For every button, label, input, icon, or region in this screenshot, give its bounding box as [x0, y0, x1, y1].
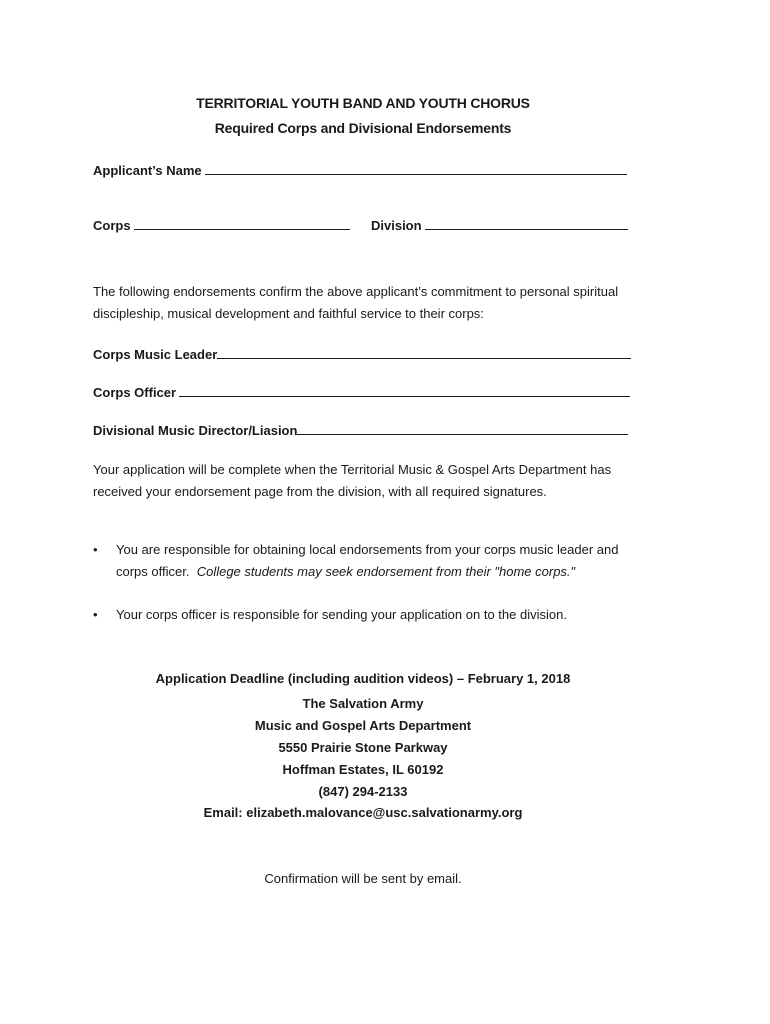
document-subtitle: Required Corps and Divisional Endorsements [214, 120, 512, 136]
corps-officer-label: Corps Officer [93, 385, 177, 400]
corps-music-leader-line[interactable] [217, 346, 631, 359]
divisional-director-field [93, 422, 628, 438]
phone-number: (847) 294-2133 [318, 784, 408, 799]
bullet-item-corps-officer [93, 604, 653, 626]
division-line[interactable] [425, 217, 628, 230]
corps-officer-field [93, 384, 630, 400]
organization-name: The Salvation Army [302, 696, 424, 711]
applicant-name-label: Applicant’s Name [93, 163, 202, 178]
department-name: Music and Gospel Arts Department [254, 718, 472, 733]
corps-field [93, 217, 350, 233]
division-field [371, 217, 628, 233]
divisional-director-label: Divisional Music Director/Liasion [93, 423, 298, 438]
application-deadline: Application Deadline (including audition videos) – February 1, 2018 [155, 671, 571, 686]
street-address: 5550 Prairie Stone Parkway [278, 740, 448, 755]
divisional-director-line[interactable] [297, 422, 628, 435]
corps-line[interactable] [134, 217, 350, 230]
city-state-zip: Hoffman Estates, IL 60192 [282, 762, 444, 777]
completion-paragraph: Your application will be complete when the Territorial Music & Gospel Arts Department has received your endorsement page from the division, with all required signatures. [93, 462, 612, 499]
bullet-item-endorsements [93, 539, 653, 583]
document-title: TERRITORIAL YOUTH BAND AND YOUTH CHORUS [196, 95, 530, 111]
intro-paragraph: The following endorsements confirm the above applicant’s commitment to personal spiritual discipleship, musical development and faithful service to their corps: [93, 284, 619, 321]
bullet-text: Your corps officer is responsible for sending your application on to the division. [116, 607, 567, 622]
corps-officer-line[interactable] [179, 384, 630, 397]
bullet-dot-icon: • [93, 607, 98, 622]
email-address[interactable]: Email: elizabeth.malovance@usc.salvationarmy.org [203, 805, 523, 820]
bullet-dot-icon: • [93, 542, 98, 557]
division-label: Division [371, 218, 422, 233]
applicant-name-field [93, 162, 627, 178]
applicant-name-line[interactable] [205, 162, 627, 175]
corps-music-leader-field [93, 346, 631, 362]
bullet-italic-note: College students may seek endorsement from their "home corps." [196, 564, 576, 579]
corps-music-leader-label: Corps Music Leader [93, 347, 218, 362]
confirmation-note: Confirmation will be sent by email. [264, 871, 462, 886]
bullet-text: You are responsible for obtaining local endorsements from your corps music leader and corps officer. College students may seek endorsement from their "home corps." [116, 542, 619, 579]
corps-label: Corps [93, 218, 131, 233]
